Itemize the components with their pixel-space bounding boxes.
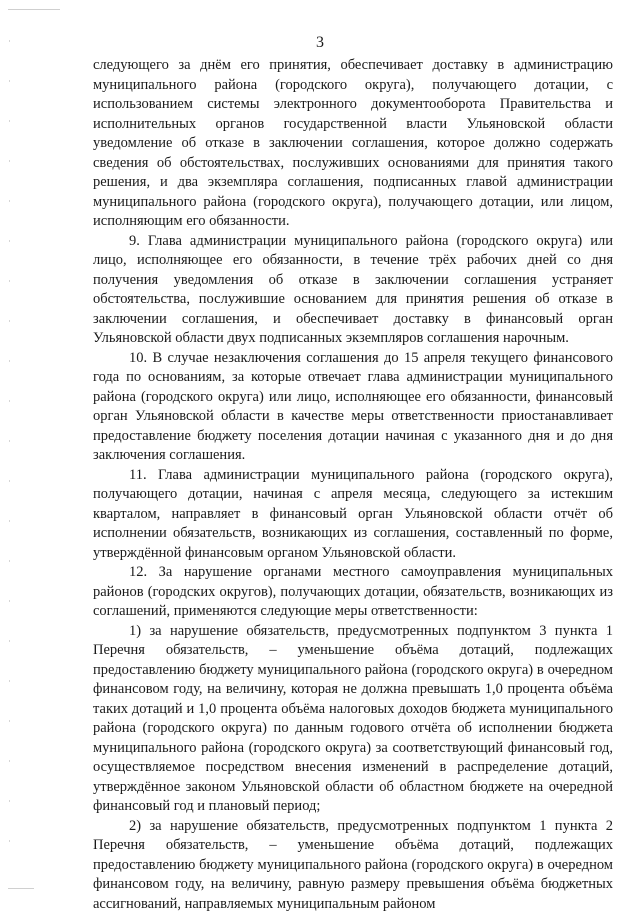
paragraph-subitem-1: 1) за нарушение обязательств, предусмотренных подпунктом 3 пункта 1 Перечня обязательств, – уменьшение объёма дотаций, подлежащих предоставлению бюджету муниципального района (городского округа) в очередном финансовом году, на величину, которая не должна превышать 1,0 процента объёма таких дотаций и 1,0 процента объёма налоговых доходов бюджета муниципального района (городского округа) по данным годового отчёта об исполнении бюджета муниципального района (городского округа) за соответствующий финансовый год, осуществляемое посредством внесения изменений в распределение дотаций, утверждённое законом Ульяновской области об областном бюджете на очередной финансовый год и плановый период; — [93, 622, 613, 817]
paragraph-continuation: следующего за днём его принятия, обеспечивает доставку в администрацию муниципального района (городского округа), получающего дотации, с использованием системы электронного документооборота Правительства и исполнительных органов государственной власти Ульяновской области уведомление об отказе в заключении соглашения, которое должно содержать сведения об обстоятельствах, послуживших основаниями для принятия такого решения, и два экземпляра соглашения, подписанных главой администрации муниципального района (городского округа), получающего дотации, или лицом, исполняющим его обязанности. — [93, 56, 613, 232]
paragraph-item-10: 10. В случае незаключения соглашения до 15 апреля текущего финансового года по основаниям, за которые отвечает глава администрации муниципального района (городского округа) или лицо, исполняющее его обязанности, финансовый орган Ульяновской области в качестве меры ответственности приостанавливает предоставление бюджету поселения дотации начиная с указанного дня и до дня заключения соглашения. — [93, 349, 613, 466]
paragraph-item-12: 12. За нарушение органами местного самоуправления муниципальных районов (городских округов), получающих дотации, обязательств, возникающих из соглашений, применяются следующие меры ответственности: — [93, 563, 613, 622]
scan-bottom-mark — [8, 888, 34, 889]
document-body — [93, 56, 613, 914]
scan-margin-line — [8, 9, 60, 10]
paragraph-item-9: 9. Глава администрации муниципального района (городского округа) или лицо, исполняющее его обязанности, в течение трёх рабочих дней со дня получения уведомления об отказе в заключении соглашения устраняет обстоятельства, послужившие основанием для принятия решения об отказе в заключении соглашения, и обеспечивает доставку в финансовый орган Ульяновской области двух подписанных экземпляров соглашения нарочным. — [93, 232, 613, 349]
page-number: 3 — [0, 33, 640, 53]
scan-margin-dots — [9, 40, 10, 860]
paragraph-subitem-2: 2) за нарушение обязательств, предусмотренных подпунктом 1 пункта 2 Перечня обязательств, – уменьшение объёма дотаций, подлежащих предоставлению бюджету муниципального района (городского округа) в очередном финансовом году, на величину, равную размеру превышения объёма бюджетных ассигнований, направляемых муниципальным районом — [93, 817, 613, 914]
paragraph-item-11: 11. Глава администрации муниципального района (городского округа), получающего дотации, начиная с апреля месяца, следующего за истекшим кварталом, направляет в финансовый орган Ульяновской области отчёт об исполнении обязательств, возникающих из соглашения, составленный по форме, утверждённой финансовым органом Ульяновской области. — [93, 466, 613, 564]
